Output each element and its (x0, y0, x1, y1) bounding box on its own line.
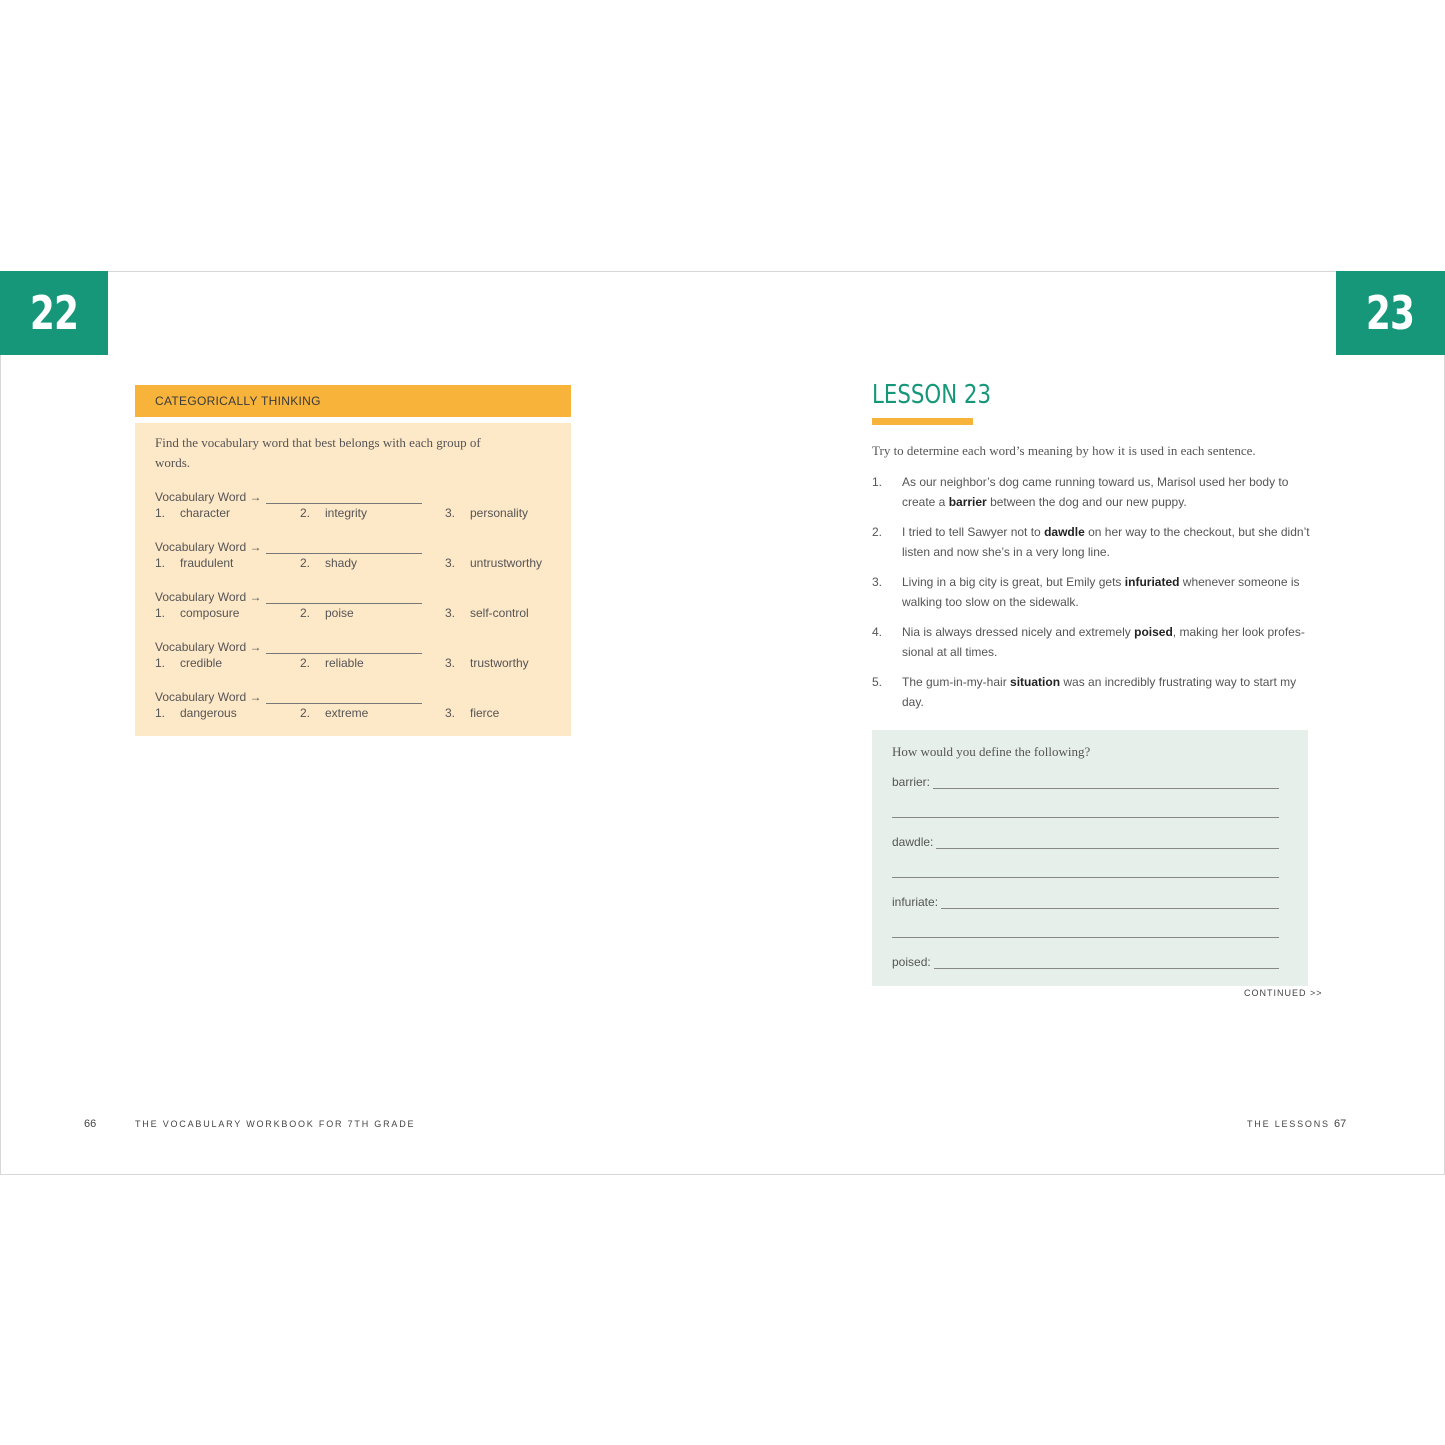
define-row (892, 833, 1279, 849)
sentence-text (902, 472, 1312, 512)
sentence-fragment: I tried to tell Sawyer not to (902, 525, 1045, 539)
group-word-text: extreme (325, 706, 369, 720)
group-word (300, 606, 354, 620)
title-underline (872, 418, 973, 425)
group-word-text: personality (470, 506, 529, 520)
group-word (300, 656, 364, 670)
sentence-number: 4. (872, 625, 883, 639)
vocab-word: poised (1134, 625, 1173, 639)
sentence-fragment: on her way to the checkout, but she didn’t listen and now she’s in a very long line. (902, 525, 1310, 559)
sentence-text (902, 672, 1312, 712)
group-word-text: reliable (325, 656, 364, 670)
define-extra-line[interactable] (892, 937, 1279, 938)
group-word-number: 3. (445, 556, 456, 570)
vocab-word-label: Vocabulary Word → (155, 590, 262, 604)
group-word (155, 706, 237, 720)
lesson-title: LESSON 23 (872, 380, 992, 410)
vocab-word-label: Vocabulary Word → (155, 690, 262, 704)
vocab-word: dawdle (1044, 525, 1085, 539)
group-word (300, 556, 357, 570)
sentence-fragment: Nia is always dressed nicely and extremely (902, 625, 1135, 639)
define-box (872, 730, 1308, 986)
sentence-item (872, 622, 1312, 662)
define-answer-line[interactable] (933, 778, 1279, 789)
group-word-number: 1. (155, 706, 166, 720)
vocab-word-line (155, 484, 422, 504)
vocab-word-blank[interactable] (266, 689, 422, 704)
group-word-number: 2. (300, 606, 311, 620)
group-word-text: untrustworthy (470, 556, 543, 570)
group-word-number: 2. (300, 506, 311, 520)
group-word-number: 2. (300, 556, 311, 570)
vocab-word-blank[interactable] (266, 589, 422, 604)
page-number-right: 67 (1334, 1118, 1347, 1130)
group-word (300, 706, 368, 720)
vocab-word-label: Vocabulary Word → (155, 640, 262, 654)
vocab-word-line (155, 534, 422, 554)
define-row (892, 953, 1279, 969)
group-word-number: 3. (445, 606, 456, 620)
categorically-thinking-header (135, 385, 571, 417)
section-heading: CATEGORICALLY THINKING (155, 394, 321, 408)
vocab-word-blank[interactable] (266, 639, 422, 654)
group-word-number: 1. (155, 606, 166, 620)
group-word (155, 506, 230, 520)
continued-label: CONTINUED >> (1244, 988, 1323, 998)
group-word-text: poise (325, 606, 354, 620)
define-label: dawdle: (892, 835, 934, 849)
group-word-text: trustworthy (470, 656, 529, 670)
group-word (445, 506, 528, 520)
group-word-text: self-control (470, 606, 529, 620)
group-word-text: fierce (470, 706, 500, 720)
group-word (445, 656, 529, 670)
categorically-thinking-box (135, 423, 571, 736)
vocab-word-line (155, 584, 422, 604)
group-word (155, 556, 233, 570)
group-word-number: 3. (445, 656, 456, 670)
group-word-number: 1. (155, 556, 166, 570)
group-word (155, 656, 222, 670)
define-label: barrier: (892, 775, 931, 789)
group-word-text: composure (180, 606, 240, 620)
sentence-text (902, 622, 1312, 662)
group-word-text: character (180, 506, 231, 520)
vocab-word: barrier (948, 495, 987, 509)
lesson-intro: Try to determine each word’s meaning by how it is used in each sentence. (872, 443, 1256, 458)
define-label: infuriate: (892, 895, 939, 909)
sentence-item (872, 522, 1312, 562)
group-word (445, 606, 529, 620)
vocab-word: situation (1010, 675, 1061, 689)
group-word-number: 3. (445, 506, 456, 520)
define-answer-line[interactable] (936, 838, 1279, 849)
instruction-text: Find the vocabulary word that best belongs with each group of words. (155, 435, 481, 470)
group-word-number: 1. (155, 506, 166, 520)
vocab-word-blank[interactable] (266, 539, 422, 554)
group-word (155, 606, 239, 620)
sentence-number: 1. (872, 475, 883, 489)
sentence-fragment: , making her look profes-sional at all times. (902, 625, 1305, 659)
group-word-text: shady (325, 556, 358, 570)
sentence-fragment: The gum-in-my-hair (902, 675, 1011, 689)
group-word-text: fraudulent (180, 556, 234, 570)
group-word-number: 2. (300, 706, 311, 720)
define-extra-line[interactable] (892, 817, 1279, 818)
vocab-word-line (155, 634, 422, 654)
sentence-number: 3. (872, 575, 883, 589)
sentence-fragment: As our neighbor’s dog came running toward us, Marisol used her body to create a (902, 475, 1289, 509)
sentence-fragment: whenever someone is walking too slow on the sidewalk. (902, 575, 1300, 609)
sentence-item (872, 672, 1312, 712)
running-title-left: THE VOCABULARY WORKBOOK FOR 7TH GRADE (135, 1119, 416, 1129)
define-question: How would you define the following? (892, 744, 1091, 759)
sentence-fragment: Living in a big city is great, but Emily gets (902, 575, 1125, 589)
define-answer-line[interactable] (941, 898, 1279, 909)
group-word-number: 1. (155, 656, 166, 670)
group-word-text: integrity (325, 506, 368, 520)
define-answer-line[interactable] (934, 958, 1279, 969)
lesson-number-tab-right: 23 (1336, 271, 1445, 355)
vocab-word-label: Vocabulary Word → (155, 540, 262, 554)
define-extra-line[interactable] (892, 877, 1279, 878)
sentence-item (872, 472, 1312, 512)
vocab-word-label: Vocabulary Word → (155, 490, 262, 504)
sentence-text (902, 522, 1312, 562)
vocab-word: infuriated (1124, 575, 1180, 589)
lesson-number-tab-left: 22 (0, 271, 108, 355)
group-word (445, 556, 542, 570)
sentence-fragment: between the dog and our new puppy. (986, 495, 1187, 509)
sentence-item (872, 572, 1312, 612)
group-word (445, 706, 499, 720)
sentence-fragment: was an incredibly frustrating way to start my day. (902, 675, 1297, 709)
group-word-number: 3. (445, 706, 456, 720)
vocab-word-blank[interactable] (266, 489, 422, 504)
define-row (892, 773, 1279, 789)
group-word (300, 506, 367, 520)
sentence-number: 5. (872, 675, 883, 689)
define-label: poised: (892, 955, 931, 969)
group-word-text: credible (180, 656, 223, 670)
vocab-word-line (155, 684, 422, 704)
group-word-number: 2. (300, 656, 311, 670)
sentence-text (902, 572, 1312, 612)
sentence-number: 2. (872, 525, 883, 539)
page-number-left: 66 (84, 1118, 97, 1130)
define-row (892, 893, 1279, 909)
group-word-text: dangerous (180, 706, 237, 720)
running-title-right: THE LESSONS (1247, 1119, 1330, 1129)
